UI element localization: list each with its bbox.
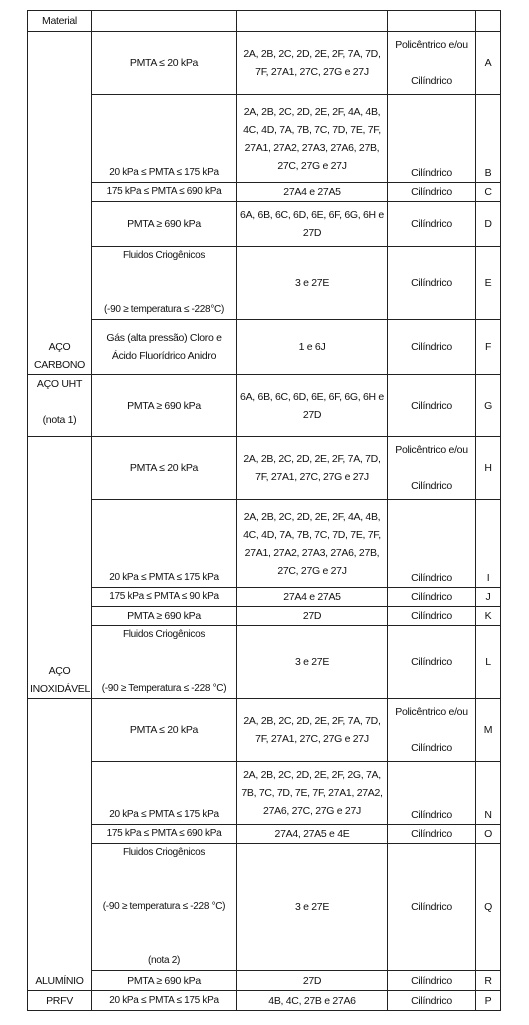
pmta-cell: Fluidos Criogênicos (-90 ≥ temperatura ≤ -228°C) <box>92 247 237 320</box>
pmta-cell: Fluidos Criogênicos (-90 ≥ temperatura ≤ -228 °C) (nota 2) <box>92 844 237 971</box>
specs-cell: 3 e 27E <box>237 844 388 971</box>
specs-cell: 27A4, 27A5 e 4E <box>237 825 388 844</box>
letter-cell: A <box>476 32 501 95</box>
specs-cell: 2A, 2B, 2C, 2D, 2E, 2F, 2G, 7A, 7B, 7C, 7D, 7E, 7F, 27A1, 27A2, 27A6, 27C, 27G e 27J <box>237 762 388 825</box>
shape-cell: Cilíndrico <box>388 607 476 626</box>
shape-cell: Cilíndrico <box>388 588 476 607</box>
specs-cell: 27D <box>237 971 388 991</box>
material-aco-inox: AÇO INOXIDÁVEL <box>28 437 92 699</box>
letter-cell: C <box>476 183 501 202</box>
shape-cell: Cilíndrico <box>388 626 476 699</box>
pmta-cell: Fluidos Criogênicos (-90 ≥ Temperatura ≤ -228 °C) <box>92 626 237 699</box>
shape-cell: Policêntrico e/ou Cilíndrico <box>388 699 476 762</box>
material-prfv: PRFV <box>28 991 92 1011</box>
specs-cell: 6A, 6B, 6C, 6D, 6E, 6F, 6G, 6H e 27D <box>237 202 388 247</box>
specs-cell: 3 e 27E <box>237 247 388 320</box>
specs-cell: 27D <box>237 607 388 626</box>
header-material: Material <box>28 11 92 32</box>
letter-cell: O <box>476 825 501 844</box>
shape-cell: Cilíndrico <box>388 183 476 202</box>
pmta-cell: 20 kPa ≤ PMTA ≤ 175 kPa <box>92 95 237 183</box>
specs-cell: 6A, 6B, 6C, 6D, 6E, 6F, 6G, 6H e 27D <box>237 375 388 437</box>
specs-cell: 2A, 2B, 2C, 2D, 2E, 2F, 4A, 4B, 4C, 4D, 7A, 7B, 7C, 7D, 7E, 7F, 27A1, 27A2, 27A3, 27A6, 27B, 27C, 27G e 27J <box>237 500 388 588</box>
letter-cell: P <box>476 991 501 1011</box>
letter-cell: K <box>476 607 501 626</box>
letter-cell: E <box>476 247 501 320</box>
pmta-cell: PMTA ≤ 20 kPa <box>92 437 237 500</box>
pmta-cell: 175 kPa ≤ PMTA ≤ 90 kPa <box>92 588 237 607</box>
letter-cell: M <box>476 699 501 762</box>
header-empty <box>237 11 388 32</box>
material-aluminio: ALUMÍNIO <box>28 699 92 991</box>
shape-cell: Cilíndrico <box>388 762 476 825</box>
specs-cell: 2A, 2B, 2C, 2D, 2E, 2F, 7A, 7D, 7F, 27A1, 27C, 27G e 27J <box>237 699 388 762</box>
letter-cell: F <box>476 320 501 375</box>
pmta-cell: PMTA ≥ 690 kPa <box>92 607 237 626</box>
pmta-cell: PMTA ≥ 690 kPa <box>92 375 237 437</box>
specs-cell: 2A, 2B, 2C, 2D, 2E, 2F, 7A, 7D, 7F, 27A1, 27C, 27G e 27J <box>237 437 388 500</box>
pmta-cell: Gás (alta pressão) Cloro e Ácido Fluorídrico Anidro <box>92 320 237 375</box>
letter-cell: G <box>476 375 501 437</box>
shape-cell: Cilíndrico <box>388 971 476 991</box>
letter-cell: L <box>476 626 501 699</box>
shape-cell: Cilíndrico <box>388 247 476 320</box>
shape-cell: Cilíndrico <box>388 500 476 588</box>
shape-cell: Policêntrico e/ou Cilíndrico <box>388 437 476 500</box>
pmta-cell: 20 kPa ≤ PMTA ≤ 175 kPa <box>92 762 237 825</box>
pmta-cell: PMTA ≥ 690 kPa <box>92 971 237 991</box>
letter-cell: R <box>476 971 501 991</box>
letter-cell: I <box>476 500 501 588</box>
shape-cell: Cilíndrico <box>388 991 476 1011</box>
shape-cell: Cilíndrico <box>388 320 476 375</box>
specs-cell: 27A4 e 27A5 <box>237 588 388 607</box>
letter-cell: H <box>476 437 501 500</box>
material-table <box>27 10 501 1011</box>
pmta-cell: PMTA ≤ 20 kPa <box>92 32 237 95</box>
specs-cell: 3 e 27E <box>237 626 388 699</box>
pmta-cell: 175 kPa ≤ PMTA ≤ 690 kPa <box>92 183 237 202</box>
material-aco-uht: AÇO UHT (nota 1) <box>28 375 92 437</box>
material-aco-carbono: AÇO CARBONO <box>28 32 92 375</box>
specs-cell: 2A, 2B, 2C, 2D, 2E, 2F, 7A, 7D, 7F, 27A1, 27C, 27G e 27J <box>237 32 388 95</box>
specs-cell: 27A4 e 27A5 <box>237 183 388 202</box>
letter-cell: D <box>476 202 501 247</box>
pmta-cell: 20 kPa ≤ PMTA ≤ 175 kPa <box>92 991 237 1011</box>
letter-cell: B <box>476 95 501 183</box>
pmta-cell: 20 kPa ≤ PMTA ≤ 175 kPa <box>92 500 237 588</box>
header-empty <box>388 11 476 32</box>
shape-cell: Cilíndrico <box>388 202 476 247</box>
shape-cell: Cilíndrico <box>388 95 476 183</box>
pmta-cell: PMTA ≥ 690 kPa <box>92 202 237 247</box>
header-empty <box>476 11 501 32</box>
specs-cell: 4B, 4C, 27B e 27A6 <box>237 991 388 1011</box>
specs-cell: 2A, 2B, 2C, 2D, 2E, 2F, 4A, 4B, 4C, 4D, 7A, 7B, 7C, 7D, 7E, 7F, 27A1, 27A2, 27A3, 27A6, 27B, 27C, 27G e 27J <box>237 95 388 183</box>
shape-cell: Cilíndrico <box>388 825 476 844</box>
shape-cell: Policêntrico e/ou Cilíndrico <box>388 32 476 95</box>
shape-cell: Cilíndrico <box>388 375 476 437</box>
letter-cell: N <box>476 762 501 825</box>
pmta-cell: PMTA ≤ 20 kPa <box>92 699 237 762</box>
letter-cell: Q <box>476 844 501 971</box>
shape-cell: Cilíndrico <box>388 844 476 971</box>
letter-cell: J <box>476 588 501 607</box>
pmta-cell: 175 kPa ≤ PMTA ≤ 690 kPa <box>92 825 237 844</box>
specs-cell: 1 e 6J <box>237 320 388 375</box>
header-empty <box>92 11 237 32</box>
